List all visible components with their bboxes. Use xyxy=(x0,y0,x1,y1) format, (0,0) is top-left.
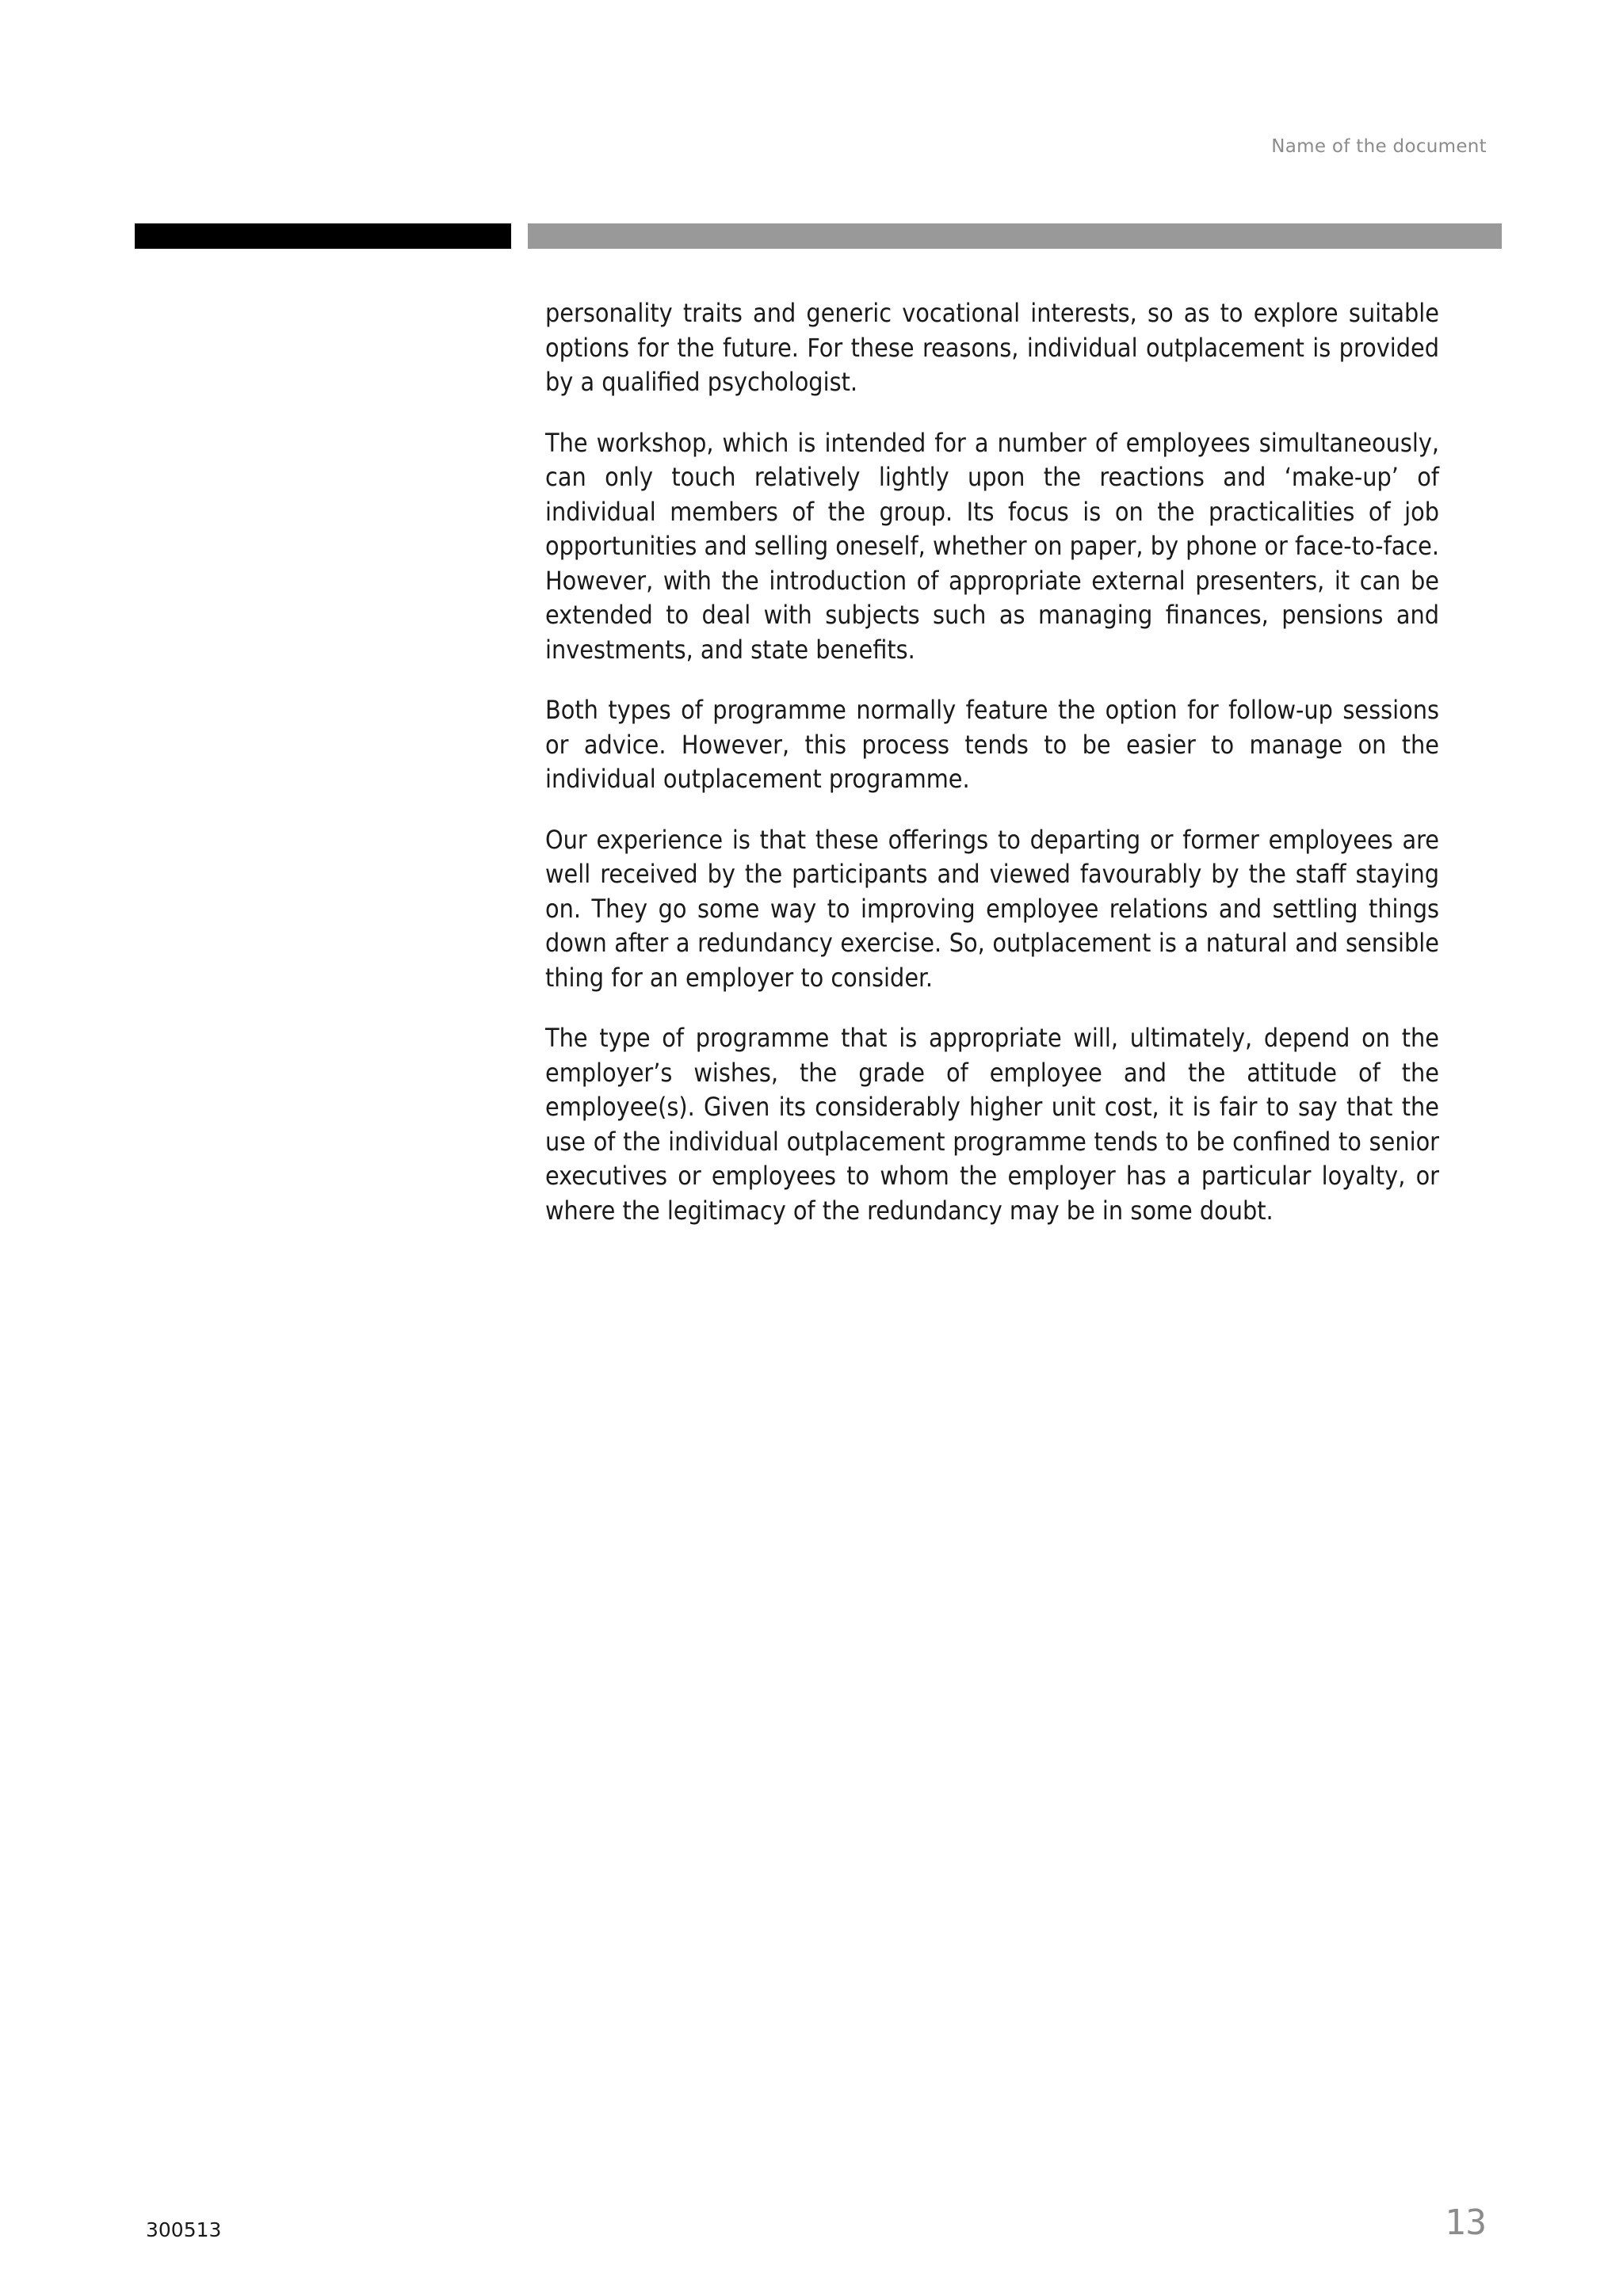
header-bar-right xyxy=(528,223,1502,249)
header-bar-left xyxy=(135,223,511,249)
body-text xyxy=(545,296,1439,1254)
document-name: Name of the document xyxy=(1271,136,1487,157)
paragraph: The workshop, which is intended for a number of employees simultaneously, can only touch relatively lightly upon the reactions and ‘make-up’ of individual members of the group. Its focus is on the practicalities of job opportunities and selling oneself, whether on paper, by phone or face-to-face. However, with the introduction of appropriate external presenters, it can be extended to deal with subjects such as managing finances, pensions and investments, and state benefits. xyxy=(545,427,1440,665)
document-code: 300513 xyxy=(146,2218,222,2241)
page-number: 13 xyxy=(1445,2203,1487,2243)
paragraph: Both types of programme normally feature the option for follow-up sessions or advice. However, this process tends to be easier to manage on the individual outplacement programme. xyxy=(545,695,1439,794)
paragraph: Our experience is that these offerings to departing or former employees are well received by the participants and viewed favourably by the staff staying on. They go some way to improving employee relations and settling things down after a redundancy exercise. So, outplacement is a natural and sensible thing for an employer to consider. xyxy=(545,824,1439,993)
paragraph: The type of programme that is appropriate will, ultimately, depend on the employer’s wishes, the grade of employee and the attitude of the employee(s). Given its considerably higher unit cost, it is fair to say that the use of the individual outplacement programme tends to be confined to senior executives or employees to whom the employer has a particular loyalty, or where the legitimacy of the redundancy may be in some doubt. xyxy=(545,1023,1439,1226)
paragraph: personality traits and generic vocational interests, so as to explore suitable options for the future. For these reasons, individual outplacement is provided by a qualified psychologist. xyxy=(545,298,1439,397)
